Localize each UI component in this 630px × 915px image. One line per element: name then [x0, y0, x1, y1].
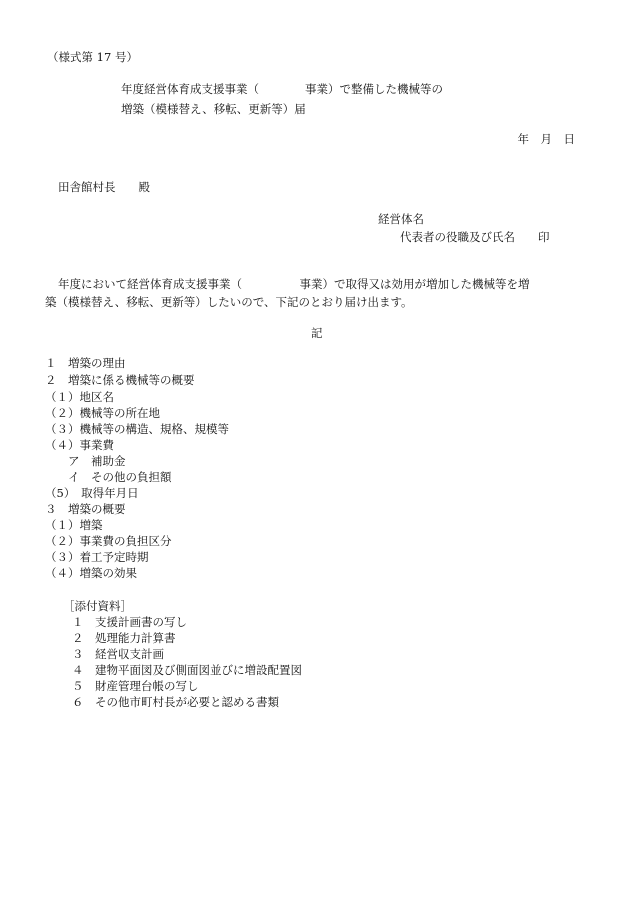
- list-item: イ その他の負担額: [45, 470, 172, 484]
- body-line-1: 年度において経営体育成支援事業（ 事業）で取得又は効用が増加した機械等を増: [58, 277, 530, 291]
- attachments-heading: ［添付資料］: [63, 599, 132, 613]
- list-item: （４）事業費: [45, 438, 114, 452]
- list-item: （４）増築の効果: [45, 566, 137, 580]
- ki-heading: 記: [311, 326, 323, 340]
- attachment-item: ６ その他市町村長が必要と認める書類: [72, 695, 279, 709]
- title-line-2: 増築（模様替え、移転、更新等）届: [121, 102, 306, 116]
- list-item: １ 増築の理由: [45, 356, 126, 370]
- addressee: 田舎館村長 殿: [58, 180, 150, 194]
- attachment-item: ２ 処理能力計算書: [72, 631, 176, 645]
- list-item: （３）着工予定時期: [45, 550, 149, 564]
- list-item: （5） 取得年月日: [45, 486, 139, 500]
- representative-label: 代表者の役職及び氏名 印: [400, 230, 550, 244]
- attachment-item: ４ 建物平面図及び側面図並びに増設配置図: [72, 663, 302, 677]
- list-item: （１）地区名: [45, 390, 114, 404]
- attachment-item: １ 支援計画書の写し: [72, 615, 187, 629]
- title-line-1: 年度経営体育成支援事業（ 事業）で整備した機械等の: [121, 82, 443, 96]
- list-item: （２）事業費の負担区分: [45, 534, 172, 548]
- form-number: （様式第 17 号）: [47, 50, 138, 64]
- body-line-2: 築（模様替え、移転、更新等）したいので、下記のとおり届け出ます。: [45, 295, 413, 309]
- date-line: 年 月 日: [517, 132, 575, 146]
- list-item: （２）機械等の所在地: [45, 406, 160, 420]
- attachment-item: ３ 経営収支計画: [72, 647, 164, 661]
- list-item: （１）増築: [45, 518, 103, 532]
- list-item: ３ 増築の概要: [45, 502, 126, 516]
- list-item: （３）機械等の構造、規格、規模等: [45, 422, 229, 436]
- applicant-name-label: 経営体名: [378, 212, 424, 226]
- list-item: ア 補助金: [45, 454, 126, 468]
- attachment-item: ５ 財産管理台帳の写し: [72, 679, 199, 693]
- list-item: ２ 増築に係る機械等の概要: [45, 373, 195, 387]
